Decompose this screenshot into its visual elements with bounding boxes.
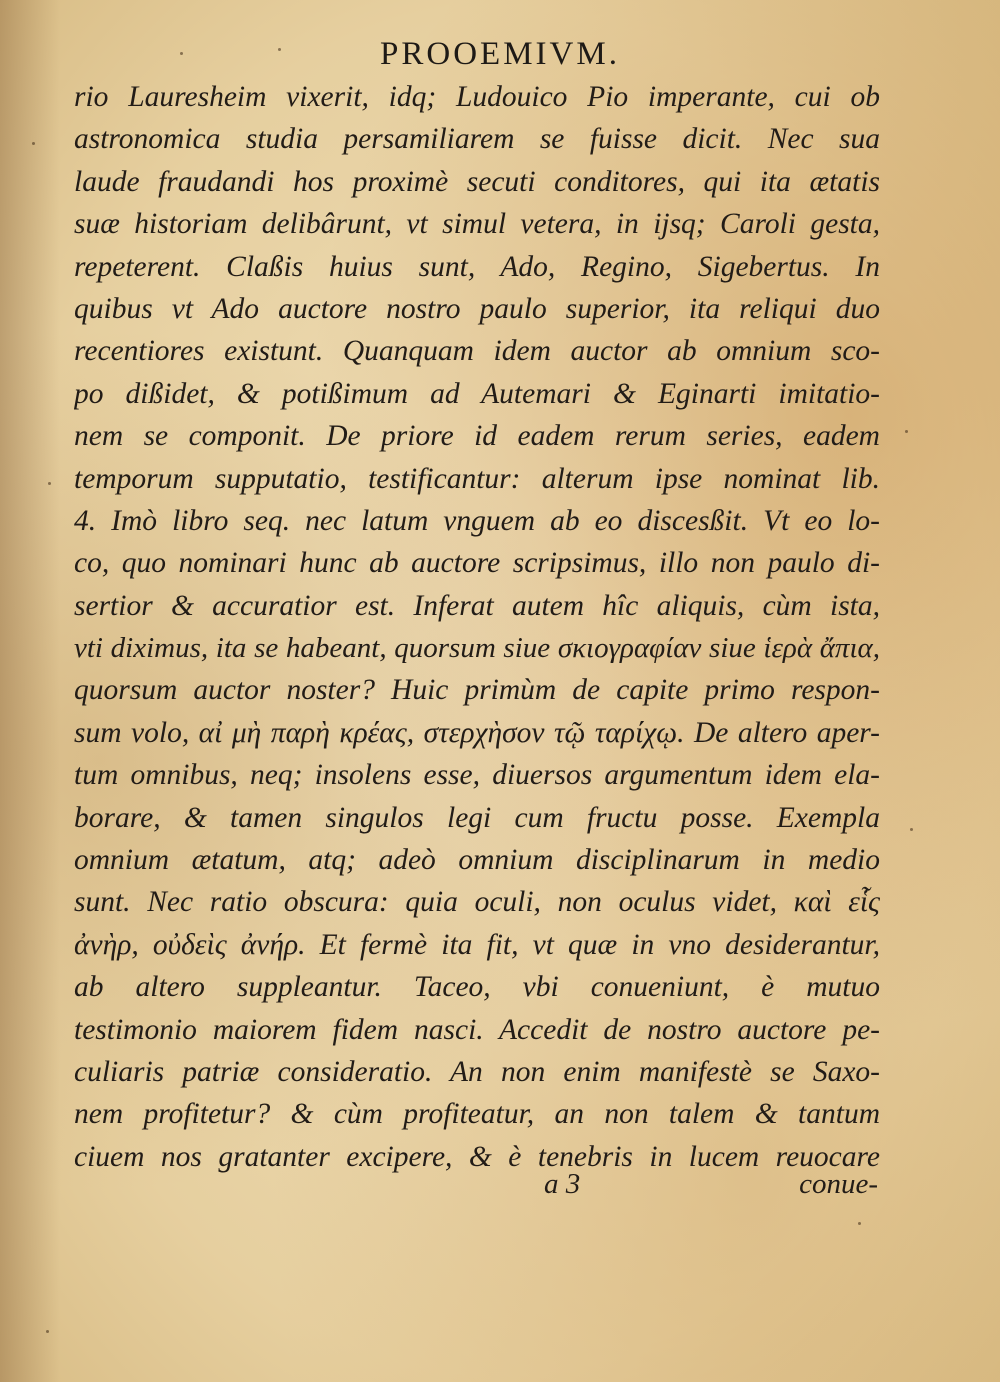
text-line-22: ab altero suppleantur. Taceo, vbi conueniunt, è mutuo xyxy=(74,971,880,1004)
text-line-8: po dißidet, & potißimum ad Autemari & Eginarti imitatio- xyxy=(74,377,880,410)
running-title: PROOEMIVM. xyxy=(380,36,620,72)
paper-speck xyxy=(910,828,913,831)
signature-mark: a 3 xyxy=(544,1168,581,1200)
text-line-19: omnium ætatum, atq; adeò omnium disciplinarum in medio xyxy=(74,844,880,877)
text-line-10: temporum supputatio, testificantur: alterum ipse nominat lib. xyxy=(74,462,880,495)
text-line-3: laude fraudandi hos proximè secuti conditores, qui ita ætatis xyxy=(74,165,880,198)
text-line-24: culiaris patriæ consideratio. An non enim manifestè se Saxo- xyxy=(74,1055,880,1088)
paper-speck xyxy=(278,48,281,51)
body-text xyxy=(74,76,880,1178)
paper-speck xyxy=(858,1222,861,1225)
text-line-21: ἀνὴρ, οὐδεὶς ἀνήρ. Et fermè ita fit, vt quæ in vno desiderantur, xyxy=(74,928,880,961)
paper-speck xyxy=(905,430,908,433)
text-line-2: astronomica studia persamiliarem se fuisse dicit. Nec sua xyxy=(74,123,880,156)
catchword: conue- xyxy=(799,1168,878,1200)
text-line-7: recentiores existunt. Quanquam idem auctor ab omnium sco- xyxy=(74,335,880,368)
text-line-20: sunt. Nec ratio obscura: quia oculi, non oculus videt, καὶ εἷς xyxy=(74,886,880,919)
text-line-12: co, quo nominari hunc ab auctore scripsimus, illo non paulo di- xyxy=(74,547,880,580)
paper-speck xyxy=(46,1330,49,1333)
text-line-26: ciuem nos gratanter excipere, & è tenebris in lucem reuocare xyxy=(74,1140,880,1173)
paper-speck xyxy=(180,52,183,55)
page-footer xyxy=(74,1168,880,1210)
text-line-15: quorsum auctor noster? Huic primùm de capite primo respon- xyxy=(74,674,880,707)
gutter-shadow xyxy=(0,0,60,1382)
text-line-6: quibus vt Ado auctore nostro paulo superior, ita reliqui duo xyxy=(74,292,880,325)
text-line-14: vti diximus, ita se habeant, quorsum siue σκιογραφίαν siue ἱερὰ ἄπια, xyxy=(74,632,880,665)
text-line-4: suæ historiam delibârunt, vt simul vetera, in ijsq; Caroli gesta, xyxy=(74,208,880,241)
text-line-25: nem profitetur? & cùm profiteatur, an non talem & tantum xyxy=(74,1098,880,1131)
text-line-13: sertior & accuratior est. Inferat autem hîc aliquis, cùm ista, xyxy=(74,589,880,622)
text-line-1: rio Lauresheim vixerit, idq; Ludouico Pio imperante, cui ob xyxy=(74,81,880,113)
text-line-9: nem se componit. De priore id eadem rerum series, eadem xyxy=(74,420,880,453)
text-line-5: repeterent. Claßis huius sunt, Ado, Regino, Sigebertus. In xyxy=(74,250,880,283)
text-line-16: sum volo, αἰ μὴ παρὴ κρέας, στερχὴσον τῷ ταρίχῳ. De altero aper- xyxy=(74,716,880,749)
paper-speck xyxy=(48,482,51,485)
text-line-23: testimonio maiorem fidem nasci. Accedit de nostro auctore pe- xyxy=(74,1013,880,1046)
text-line-18: borare, & tamen singulos legi cum fructu posse. Exempla xyxy=(74,801,880,834)
paper-speck xyxy=(32,142,35,145)
text-line-17: tum omnibus, neq; insolens esse, diuersos argumentum idem ela- xyxy=(74,759,880,792)
text-line-11: 4. Imò libro seq. nec latum vnguem ab eo discesßit. Vt eo lo- xyxy=(74,504,880,537)
